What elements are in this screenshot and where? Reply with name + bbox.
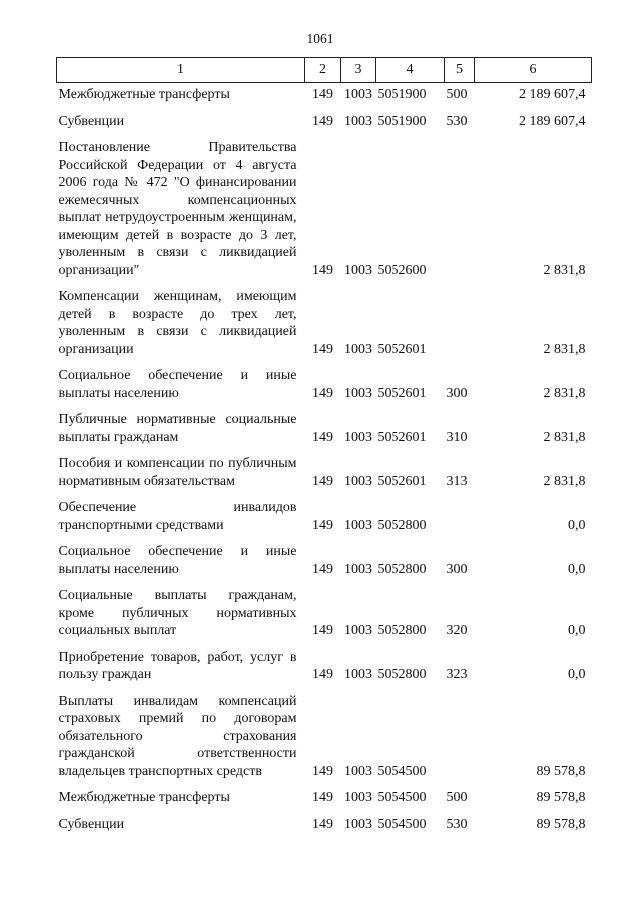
row-name: Социальное обеспечение и иные выплаты населению — [58, 368, 297, 401]
row-vr-code — [445, 282, 475, 361]
row-rz-code: 1003 — [344, 429, 372, 445]
row-name: Межбюджетные трансферты — [58, 790, 230, 805]
row-gr-code: 149 — [312, 87, 333, 102]
row-name: Субвенции — [58, 113, 125, 129]
row-cs-code: 5054500 — [377, 816, 427, 832]
row-cs-code: 5052800 — [377, 667, 427, 682]
row-rz-code: 1003 — [344, 763, 372, 779]
row-gr-code: 149 — [312, 341, 333, 357]
column-header: 5 — [445, 58, 475, 83]
table-row — [57, 810, 592, 837]
row-gr-code: 149 — [312, 790, 333, 805]
row-amount: 0,0 — [568, 517, 586, 533]
row-amount: 2 189 607,4 — [519, 113, 586, 129]
row-rz-code: 1003 — [344, 667, 372, 682]
column-header: 2 — [305, 58, 341, 83]
row-amount: 89 578,8 — [536, 763, 586, 779]
row-gr-code: 149 — [312, 816, 333, 832]
column-header: 1 — [57, 58, 305, 83]
row-rz-code: 1003 — [344, 262, 372, 278]
table-row — [57, 83, 592, 107]
table-row — [57, 405, 592, 449]
row-cs-code: 5052601 — [377, 473, 427, 489]
table-row — [57, 643, 592, 687]
row-rz-code: 1003 — [344, 790, 372, 805]
row-cs-code: 5054500 — [377, 763, 427, 779]
row-cs-code: 5052601 — [377, 341, 427, 357]
row-vr-code: 323 — [446, 667, 468, 682]
row-name: Обеспечение инвалидов транспортными средствами — [58, 500, 297, 533]
row-amount: 0,0 — [568, 561, 586, 577]
row-vr-code: 300 — [446, 561, 468, 577]
row-rz-code: 1003 — [344, 385, 372, 401]
row-amount: 0,0 — [568, 623, 586, 638]
row-cs-code: 5051900 — [377, 87, 427, 102]
row-cs-code: 5052800 — [377, 623, 427, 638]
column-header: 3 — [341, 58, 376, 83]
row-cs-code: 5052601 — [377, 429, 427, 445]
row-vr-code — [445, 687, 475, 784]
row-name: Выплаты инвалидам компенсаций страховых премий по договорам обязательного страхования гражданской ответственности владельцев транспортных средств — [58, 693, 297, 779]
row-gr-code: 149 — [312, 667, 333, 682]
row-rz-code: 1003 — [344, 341, 372, 357]
column-header: 6 — [475, 58, 592, 83]
row-gr-code: 149 — [312, 763, 333, 779]
row-name: Приобретение товаров, работ, услуг в пользу граждан — [58, 649, 297, 682]
row-vr-code: 530 — [446, 113, 468, 129]
table-row — [57, 687, 592, 784]
table-row — [57, 581, 592, 643]
row-gr-code: 149 — [312, 623, 333, 638]
table-body — [57, 83, 592, 837]
table-row — [57, 783, 592, 810]
table-row — [57, 537, 592, 581]
row-amount: 2 831,8 — [543, 385, 586, 401]
row-vr-code — [445, 493, 475, 537]
row-amount: 89 578,8 — [536, 816, 586, 832]
table-header-row — [57, 58, 592, 83]
row-name: Социальные выплаты гражданам, кроме публичных нормативных социальных выплат — [58, 588, 297, 638]
row-vr-code: 500 — [446, 790, 468, 805]
table-row — [57, 493, 592, 537]
row-gr-code: 149 — [312, 473, 333, 489]
row-name: Публичные нормативные социальные выплаты гражданам — [58, 412, 297, 445]
row-cs-code: 5054500 — [377, 790, 427, 805]
row-rz-code: 1003 — [344, 623, 372, 638]
row-rz-code: 1003 — [344, 816, 372, 832]
row-gr-code: 149 — [312, 113, 333, 129]
table-row — [57, 361, 592, 405]
row-amount: 89 578,8 — [536, 790, 586, 805]
page-number: 1061 — [306, 31, 334, 46]
row-vr-code: 313 — [446, 473, 468, 489]
table-row — [57, 133, 592, 282]
table-row — [57, 107, 592, 134]
row-vr-code: 310 — [446, 429, 468, 445]
row-cs-code: 5051900 — [377, 113, 427, 129]
table-row — [57, 449, 592, 493]
row-amount: 2 831,8 — [543, 341, 586, 357]
row-rz-code: 1003 — [344, 517, 372, 533]
row-rz-code: 1003 — [344, 561, 372, 577]
row-vr-code: 530 — [446, 816, 468, 832]
row-gr-code: 149 — [312, 262, 333, 278]
row-name: Постановление Правительства Российской Федерации от 4 августа 2006 года № 472 "О финансировании ежемесячных компенсационных выплат нетрудоустроенным женщинам, имеющим детей в возрасте до 3 лет, уволенным в связи с ликвидацией организации" — [58, 140, 297, 278]
row-cs-code: 5052800 — [377, 517, 427, 533]
row-rz-code: 1003 — [344, 473, 372, 489]
row-amount: 0,0 — [568, 667, 586, 682]
row-name: Социальное обеспечение и иные выплаты населению — [58, 544, 297, 577]
column-header: 4 — [376, 58, 445, 83]
row-vr-code: 500 — [446, 87, 468, 102]
row-name: Субвенции — [58, 816, 125, 832]
row-name: Пособия и компенсации по публичным нормативным обязательствам — [58, 456, 297, 489]
table-row — [57, 282, 592, 361]
row-vr-code: 320 — [446, 623, 468, 638]
row-amount: 2 831,8 — [543, 473, 586, 489]
row-amount: 2 189 607,4 — [519, 87, 586, 102]
row-amount: 2 831,8 — [543, 262, 586, 278]
row-name: Межбюджетные трансферты — [58, 87, 230, 102]
row-gr-code: 149 — [312, 385, 333, 401]
row-gr-code: 149 — [312, 429, 333, 445]
row-cs-code: 5052800 — [377, 561, 427, 577]
row-gr-code: 149 — [312, 561, 333, 577]
row-cs-code: 5052600 — [377, 262, 427, 278]
row-amount: 2 831,8 — [543, 429, 586, 445]
row-rz-code: 1003 — [344, 113, 372, 129]
row-vr-code — [445, 133, 475, 282]
budget-table — [56, 57, 592, 836]
row-name: Компенсации женщинам, имеющим детей в возрасте до трех лет, уволенным в связи с ликвидацией организации — [58, 289, 297, 357]
row-rz-code: 1003 — [344, 87, 372, 102]
row-vr-code: 300 — [446, 385, 468, 401]
row-gr-code: 149 — [312, 517, 333, 533]
row-cs-code: 5052601 — [377, 385, 427, 401]
